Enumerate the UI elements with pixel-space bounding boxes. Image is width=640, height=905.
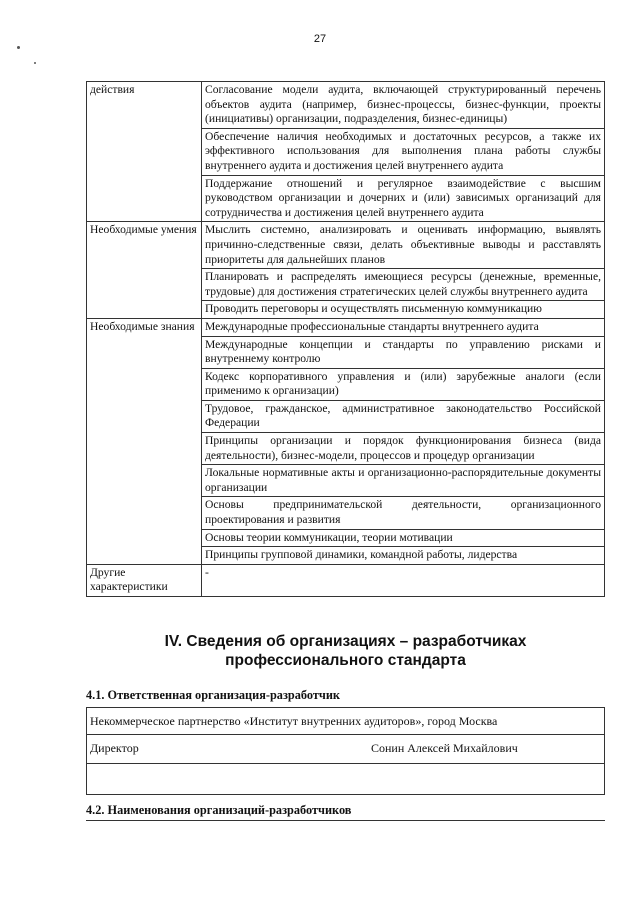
row-label: Необходимые умения [87,222,202,319]
row-value: Локальные нормативные акты и организационно-распорядительные документы организации [202,465,605,497]
director-label: Директор [90,741,139,755]
org-name-cell: Некоммерческое партнерство «Институт внутренних аудиторов», город Москва [87,708,605,735]
row-value: Кодекс корпоративного управления и (или) зарубежные аналоги (если применимо к организации) [202,368,605,400]
row-value: Принципы групповой динамики, командной работы, лидерства [202,547,605,565]
row-value: Поддержание отношений и регулярное взаимодействие с высшим руководством организации и дочерних и (или) зависимых организаций для сотрудничества и достижения целей внутреннего аудита [202,175,605,222]
row-label: действия [87,82,202,222]
row-value: Основы теории коммуникации, теории мотивации [202,529,605,547]
divider-line [86,820,605,821]
row-value: Мыслить системно, анализировать и оценивать информацию, выявлять причинно-следственные связи, делать объективные выводы и расставлять приоритеты для дальнейших планов [202,222,605,269]
scan-speck [34,62,36,64]
scan-speck [17,46,20,49]
page-number: 27 [313,33,327,45]
row-value: Обеспечение наличия необходимых и достаточных ресурсов, а также их эффективного использования для выполнения плана работы службы внутреннего аудита и достижения целей внутреннего аудита [202,128,605,175]
row-value: Основы предпринимательской деятельности, организационного проектирования и развития [202,497,605,529]
requirements-table [86,81,605,597]
row-value: Принципы организации и порядок функционирования бизнеса (вида деятельности), бизнес-модели, процессов и процедур организации [202,433,605,465]
row-label: Другие характеристики [87,564,202,596]
row-value: Трудовое, гражданское, административное законодательство Российской Федерации [202,400,605,432]
row-value: Согласование модели аудита, включающей структурированный перечень объектов аудита (например, бизнес-процессы, бизнес-функции, проекты (инициативы) организации, подразделения, бизнес-единицы) [202,82,605,129]
row-value: Проводить переговоры и осуществлять письменную коммуникацию [202,301,605,319]
table-row [87,82,605,129]
row-value: Планировать и распределять имеющиеся ресурсы (денежные, временные, трудовые) для достижения стратегических целей службы внутреннего аудита [202,269,605,301]
row-label: Необходимые знания [87,318,202,564]
section-title: IV. Сведения об организациях – разработчиках профессионального стандарта [164,633,527,669]
director-row [87,735,605,764]
row-value: Международные концепции и стандарты по управлению рисками и внутреннему контролю [202,336,605,368]
responsible-org-table [86,707,605,795]
signature-cell [87,764,605,795]
table-row [87,564,605,596]
table-row [87,222,605,269]
row-value: - [202,564,605,596]
subsection-4-1-heading: 4.1. Ответственная организация-разработчик [86,688,340,702]
director-name: Сонин Алексей Михайлович [371,741,518,755]
table-row [87,318,605,336]
row-value: Международные профессиональные стандарты внутреннего аудита [202,318,605,336]
subsection-4-2-heading: 4.2. Наименования организаций-разработчиков [86,803,352,817]
